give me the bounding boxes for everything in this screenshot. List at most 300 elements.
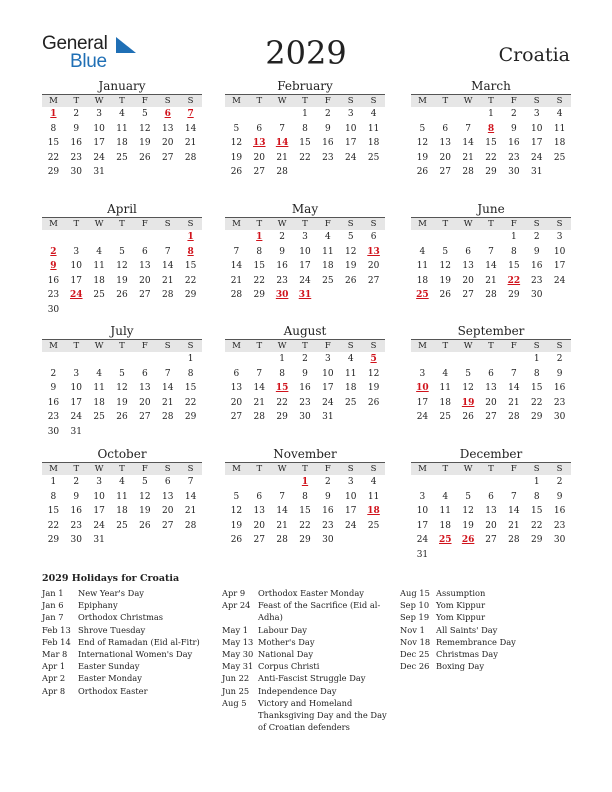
day-cell: 22 [299, 152, 311, 163]
month-july [42, 324, 202, 440]
day-cell: 21 [161, 275, 174, 286]
holiday-item [222, 660, 387, 672]
weekday-header: S [525, 94, 548, 107]
holiday-name: Easter Sunday [78, 661, 140, 672]
weekday-header: M [411, 94, 434, 107]
holiday-name: Assumption [436, 588, 486, 598]
day-cell: 5 [347, 232, 354, 242]
day-cell: 28 [184, 152, 197, 163]
holiday-day-cell: 5 [370, 354, 377, 364]
day-cell: 12 [462, 506, 474, 517]
weekday-header: S [548, 94, 571, 107]
month-grid [225, 462, 385, 548]
empty-day-cell [411, 475, 434, 490]
day-cell: 10 [322, 368, 334, 379]
day-cell: 5 [233, 491, 240, 502]
day-cell: 3 [556, 232, 563, 242]
weekday-header: T [294, 94, 317, 107]
holiday-date: Sep 19 [400, 612, 430, 623]
day-cell: 15 [530, 383, 543, 394]
empty-day-cell [88, 352, 111, 367]
holiday-date: Apr 24 [222, 600, 251, 611]
holiday-date: Sep 10 [400, 600, 430, 611]
day-cell: 19 [416, 152, 429, 163]
day-cell: 30 [508, 167, 520, 178]
holiday-day-cell: 8 [187, 246, 194, 257]
day-cell: 15 [47, 506, 60, 517]
day-cell: 2 [324, 109, 331, 119]
day-cell: 22 [184, 275, 197, 286]
day-cell: 22 [253, 275, 265, 286]
weekday-header: T [480, 462, 503, 475]
day-cell: 26 [462, 412, 474, 423]
empty-day-cell [133, 352, 156, 367]
day-cell: 4 [419, 246, 426, 257]
holiday-column [400, 587, 575, 672]
day-cell: 1 [187, 354, 194, 364]
holiday-item [222, 624, 387, 636]
day-cell: 26 [367, 397, 380, 408]
day-cell: 24 [70, 412, 82, 423]
day-cell: 8 [302, 123, 308, 134]
day-cell: 8 [187, 368, 194, 379]
month-june [411, 202, 571, 303]
weekday-header: S [179, 217, 202, 230]
day-cell: 31 [70, 426, 82, 437]
day-cell: 17 [93, 138, 105, 149]
day-cell: 21 [253, 397, 265, 408]
day-cell: 22 [47, 152, 60, 163]
day-cell: 16 [508, 138, 520, 149]
holiday-date: May 1 [222, 624, 249, 635]
month-february [225, 79, 385, 180]
day-cell: 7 [187, 477, 194, 487]
day-cell: 10 [70, 261, 82, 272]
day-cell: 12 [230, 506, 243, 517]
empty-day-cell [111, 230, 134, 245]
day-cell: 8 [533, 368, 540, 379]
weekday-header: M [411, 462, 434, 475]
day-cell: 6 [256, 491, 263, 502]
weekday-header: S [156, 94, 179, 107]
day-cell: 10 [93, 123, 105, 134]
day-cell: 28 [508, 535, 520, 546]
day-cell: 17 [70, 275, 82, 286]
day-cell: 5 [465, 368, 471, 379]
weekday-header: F [316, 339, 339, 352]
holiday-date: Nov 18 [400, 636, 431, 647]
weekday-header: W [457, 462, 480, 475]
weekday-header: T [248, 217, 271, 230]
weekday-header: S [339, 94, 362, 107]
day-cell: 6 [256, 123, 263, 134]
day-cell: 29 [47, 535, 60, 546]
day-cell: 10 [416, 506, 429, 517]
holiday-date: Jan 1 [42, 588, 64, 598]
weekday-header: M [225, 339, 248, 352]
day-cell: 8 [50, 491, 57, 502]
day-cell: 22 [184, 397, 197, 408]
empty-day-cell [457, 475, 480, 490]
day-cell: 2 [510, 109, 517, 119]
weekday-header: S [156, 462, 179, 475]
holiday-day-cell: 25 [439, 535, 452, 546]
empty-day-cell [42, 230, 65, 245]
empty-day-cell [248, 107, 271, 122]
day-cell: 28 [485, 290, 497, 301]
weekday-header: S [339, 339, 362, 352]
day-cell: 17 [70, 397, 82, 408]
empty-day-cell [411, 230, 434, 245]
day-cell: 19 [139, 506, 151, 517]
day-cell: 28 [184, 520, 197, 531]
weekday-header: W [88, 462, 111, 475]
day-cell: 24 [93, 520, 105, 531]
day-cell: 17 [344, 506, 357, 517]
day-cell: 27 [161, 520, 174, 531]
day-cell: 1 [50, 477, 57, 487]
page-title: 2029 [265, 34, 347, 72]
month-title: October [97, 447, 147, 461]
empty-day-cell [434, 107, 457, 122]
day-cell: 11 [116, 123, 128, 134]
month-grid [42, 462, 202, 548]
day-cell: 15 [253, 261, 265, 272]
day-cell: 9 [50, 383, 57, 394]
day-cell: 12 [139, 123, 151, 134]
holiday-item [42, 587, 212, 599]
day-cell: 5 [119, 246, 125, 257]
day-cell: 19 [367, 383, 380, 394]
day-cell: 10 [299, 246, 311, 257]
day-cell: 22 [276, 397, 288, 408]
weekday-header: T [434, 94, 457, 107]
weekday-header: T [111, 94, 134, 107]
day-cell: 20 [439, 152, 451, 163]
holiday-date: Dec 26 [400, 661, 430, 672]
holiday-name: Christmas Day [436, 649, 498, 660]
weekday-header: T [65, 217, 88, 230]
day-cell: 24 [322, 397, 334, 408]
day-cell: 16 [276, 261, 288, 272]
day-cell: 28 [230, 290, 243, 301]
day-cell: 15 [530, 506, 543, 517]
weekday-header: M [42, 462, 65, 475]
weekday-header: W [271, 94, 294, 107]
holiday-day-cell: 19 [461, 397, 475, 408]
empty-day-cell [225, 107, 248, 122]
day-cell: 5 [442, 246, 449, 257]
weekday-header: W [271, 462, 294, 475]
day-cell: 28 [161, 290, 174, 301]
day-cell: 31 [93, 167, 105, 178]
holiday-item [400, 624, 575, 636]
day-cell: 1 [510, 232, 517, 242]
month-may [225, 202, 385, 303]
holiday-item [42, 660, 212, 672]
day-cell: 23 [70, 152, 82, 163]
day-cell: 5 [141, 477, 148, 487]
day-cell: 17 [416, 397, 429, 408]
day-cell: 27 [462, 290, 474, 301]
day-cell: 16 [47, 397, 60, 408]
day-cell: 16 [322, 138, 334, 149]
day-cell: 18 [439, 520, 451, 531]
month-title: June [477, 202, 505, 216]
empty-day-cell [457, 352, 480, 367]
weekday-header: M [225, 217, 248, 230]
day-cell: 12 [116, 261, 128, 272]
holiday-name: Victory and Homeland Thanksgiving Day and the Day of Croatian defenders [258, 697, 387, 733]
day-cell: 6 [442, 123, 449, 134]
day-cell: 20 [485, 520, 497, 531]
day-cell: 25 [322, 275, 334, 286]
day-cell: 24 [299, 275, 311, 286]
day-cell: 3 [419, 491, 426, 502]
weekday-header: S [525, 217, 548, 230]
day-cell: 8 [302, 491, 308, 502]
empty-day-cell [480, 230, 503, 245]
holiday-day-cell: 13 [367, 246, 380, 257]
day-cell: 13 [139, 383, 151, 394]
weekday-header: M [225, 462, 248, 475]
day-cell: 9 [556, 491, 563, 502]
day-cell: 13 [253, 506, 265, 517]
holiday-item [400, 599, 575, 611]
day-cell: 19 [116, 397, 128, 408]
day-cell: 6 [488, 368, 494, 379]
holiday-date: Nov 1 [400, 624, 425, 635]
holiday-name: Anti-Fascist Struggle Day [258, 673, 366, 684]
holiday-name: Orthodox Christmas [78, 612, 164, 623]
day-cell: 21 [276, 152, 288, 163]
holiday-date: Aug 15 [400, 588, 430, 598]
day-cell: 14 [276, 506, 288, 517]
day-cell: 3 [96, 477, 102, 487]
day-cell: 8 [279, 368, 285, 379]
day-cell: 2 [50, 368, 57, 379]
holiday-item [400, 636, 575, 648]
day-cell: 2 [73, 477, 80, 487]
holiday-date: Dec 25 [400, 649, 430, 660]
day-cell: 25 [116, 152, 128, 163]
holiday-item [222, 697, 387, 734]
day-cell: 4 [347, 354, 354, 364]
holiday-day-cell: 9 [50, 261, 57, 272]
day-cell: 10 [553, 246, 566, 257]
month-title: December [459, 447, 523, 461]
day-cell: 25 [367, 520, 380, 531]
day-cell: 26 [344, 275, 357, 286]
weekday-header: S [179, 339, 202, 352]
holiday-name: Yom Kippur [436, 612, 486, 623]
day-cell: 6 [141, 246, 148, 257]
weekday-header: T [294, 217, 317, 230]
day-cell: 29 [485, 167, 497, 178]
day-cell: 6 [465, 246, 471, 257]
day-cell: 1 [533, 477, 540, 487]
day-cell: 3 [73, 368, 80, 379]
holiday-name: End of Ramadan (Eid al-Fitr) [78, 636, 200, 647]
day-cell: 10 [344, 123, 357, 134]
day-cell: 9 [324, 123, 331, 134]
day-cell: 2 [556, 477, 563, 487]
day-cell: 7 [488, 246, 494, 257]
day-cell: 22 [485, 152, 497, 163]
day-cell: 5 [141, 109, 148, 119]
day-cell: 17 [299, 261, 311, 272]
day-cell: 16 [553, 506, 566, 517]
day-cell: 12 [367, 368, 380, 379]
day-cell: 18 [116, 506, 128, 517]
day-cell: 9 [510, 123, 517, 134]
day-cell: 13 [439, 138, 451, 149]
weekday-header: S [548, 217, 571, 230]
day-cell: 27 [253, 167, 265, 178]
day-cell: 21 [184, 506, 197, 517]
day-cell: 12 [139, 491, 151, 502]
month-january [42, 79, 202, 180]
day-cell: 29 [184, 412, 197, 423]
day-cell: 30 [47, 304, 60, 315]
day-cell: 20 [253, 520, 265, 531]
month-november [225, 447, 385, 548]
weekday-header: W [457, 339, 480, 352]
month-april [42, 202, 202, 318]
day-cell: 7 [256, 368, 263, 379]
holiday-name: Orthodox Easter Monday [258, 588, 364, 598]
weekday-header: S [339, 462, 362, 475]
day-cell: 5 [419, 123, 426, 134]
holiday-name: Orthodox Easter [78, 685, 148, 696]
day-cell: 26 [439, 290, 451, 301]
holiday-name: Remembrance Day [436, 636, 516, 647]
weekday-header: W [88, 339, 111, 352]
weekday-header: M [225, 94, 248, 107]
day-cell: 29 [299, 535, 311, 546]
weekday-header: W [88, 94, 111, 107]
day-cell: 15 [47, 138, 60, 149]
holiday-name: Feast of the Sacrifice (Eid al-Adha) [258, 600, 381, 623]
day-cell: 23 [322, 520, 334, 531]
holiday-item [42, 672, 212, 684]
weekday-header: S [339, 217, 362, 230]
day-cell: 18 [344, 383, 357, 394]
day-cell: 10 [530, 123, 543, 134]
weekday-header: F [316, 94, 339, 107]
month-grid [225, 94, 385, 180]
holiday-day-cell: 30 [275, 290, 289, 301]
weekday-header: F [502, 339, 525, 352]
month-december [411, 447, 571, 563]
day-cell: 18 [322, 261, 334, 272]
day-cell: 23 [70, 520, 82, 531]
weekday-header: T [65, 462, 88, 475]
day-cell: 9 [73, 123, 80, 134]
day-cell: 20 [161, 138, 174, 149]
day-cell: 13 [485, 383, 497, 394]
month-title: July [110, 324, 134, 338]
month-grid [225, 339, 385, 425]
holiday-item [222, 648, 387, 660]
holiday-item [222, 587, 387, 599]
day-cell: 13 [230, 383, 243, 394]
day-cell: 7 [510, 491, 517, 502]
day-cell: 3 [302, 232, 308, 242]
day-cell: 28 [253, 412, 265, 423]
day-cell: 23 [47, 412, 60, 423]
day-cell: 19 [462, 520, 474, 531]
day-cell: 23 [530, 275, 543, 286]
day-cell: 3 [533, 109, 540, 119]
day-cell: 7 [164, 246, 171, 257]
day-cell: 6 [233, 368, 240, 379]
weekday-header: S [548, 462, 571, 475]
holiday-day-cell: 25 [416, 290, 429, 301]
day-cell: 4 [556, 109, 563, 119]
holiday-day-cell: 7 [187, 109, 194, 119]
day-cell: 18 [93, 397, 105, 408]
holidays-title: 2029 Holidays for Croatia [42, 573, 180, 584]
holiday-column [222, 587, 387, 733]
day-cell: 8 [50, 123, 57, 134]
weekday-header: W [457, 217, 480, 230]
weekday-header: T [248, 94, 271, 107]
holiday-item [222, 599, 387, 623]
day-cell: 21 [508, 520, 520, 531]
day-cell: 23 [47, 290, 60, 301]
holiday-name: New Year's Day [78, 588, 144, 598]
month-grid [411, 217, 571, 303]
weekday-header: F [316, 462, 339, 475]
day-cell: 24 [530, 152, 543, 163]
day-cell: 29 [253, 290, 265, 301]
day-cell: 6 [141, 368, 148, 379]
day-cell: 14 [184, 491, 197, 502]
day-cell: 4 [96, 368, 102, 379]
weekday-header: S [156, 217, 179, 230]
holiday-item [42, 685, 212, 697]
day-cell: 7 [465, 123, 471, 134]
weekday-header: T [65, 94, 88, 107]
empty-day-cell [248, 475, 271, 490]
day-cell: 26 [230, 167, 243, 178]
logo-general-text: General [42, 33, 108, 54]
weekday-header: T [434, 339, 457, 352]
day-cell: 5 [233, 123, 240, 134]
day-cell: 6 [164, 477, 171, 487]
empty-day-cell [156, 230, 179, 245]
weekday-header: F [133, 217, 156, 230]
holiday-item [42, 611, 212, 623]
holiday-day-cell: 8 [487, 123, 495, 134]
day-cell: 9 [324, 491, 331, 502]
day-cell: 12 [439, 261, 451, 272]
day-cell: 24 [553, 275, 566, 286]
day-cell: 3 [347, 109, 354, 119]
day-cell: 11 [553, 123, 566, 134]
weekday-header: S [179, 462, 202, 475]
day-cell: 27 [139, 290, 151, 301]
month-grid [411, 94, 571, 180]
empty-day-cell [225, 352, 248, 367]
day-cell: 12 [416, 138, 429, 149]
day-cell: 15 [184, 383, 197, 394]
holiday-date: May 31 [222, 661, 254, 672]
weekday-header: M [42, 217, 65, 230]
day-cell: 4 [119, 109, 125, 119]
holiday-day-cell: 10 [416, 383, 429, 394]
